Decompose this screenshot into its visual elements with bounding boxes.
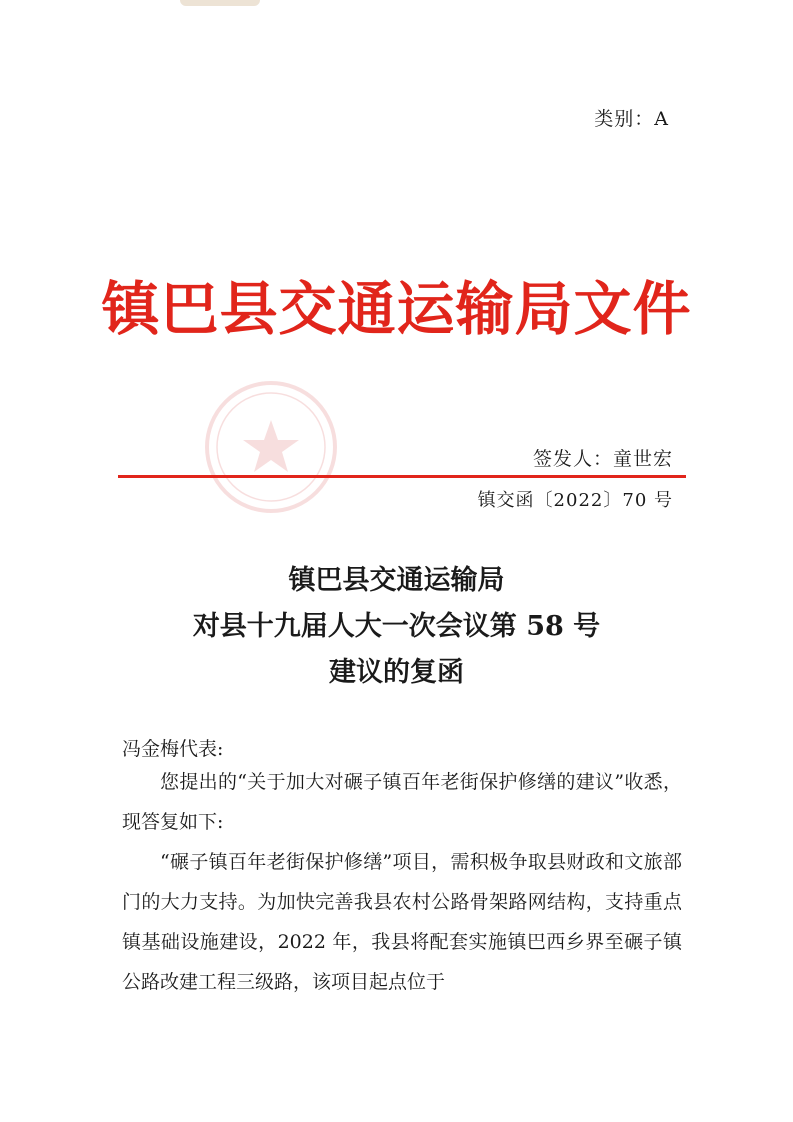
document-category: 类别：A [594,108,669,130]
document-header-title: 镇巴县交通运输局文件 [101,275,692,343]
body-paragraph: “碾子镇百年老街保护修缮”项目，需积极争取县财政和文旅部门的大力支持。为加快完善我县农村公路骨架路网结构，支持重点镇基础设施建设，2022 年，我县将配套实施镇巴西乡界至碾子镇公路改建工程三级路，该项目起点位于 [122,851,682,993]
document-title [0,558,793,696]
header-separator [118,475,686,478]
salutation: 冯金梅代表: [122,738,224,760]
title-line-2: 对县十九届人大一次会议第 58 号 [192,611,601,642]
official-seal-icon [202,378,340,516]
scan-edge-mark [180,0,260,6]
document-number: 镇交函〔2022〕70 号 [477,490,673,511]
body-paragraph: 您提出的“关于加大对碾子镇百年老街保护修缮的建议”收悉，现答复如下: [122,771,682,833]
body-text [122,762,682,1002]
title-line-3: 建议的复函 [329,657,464,688]
signer-line: 签发人：童世宏 [532,448,673,470]
title-line-1: 镇巴县交通运输局 [288,565,505,596]
